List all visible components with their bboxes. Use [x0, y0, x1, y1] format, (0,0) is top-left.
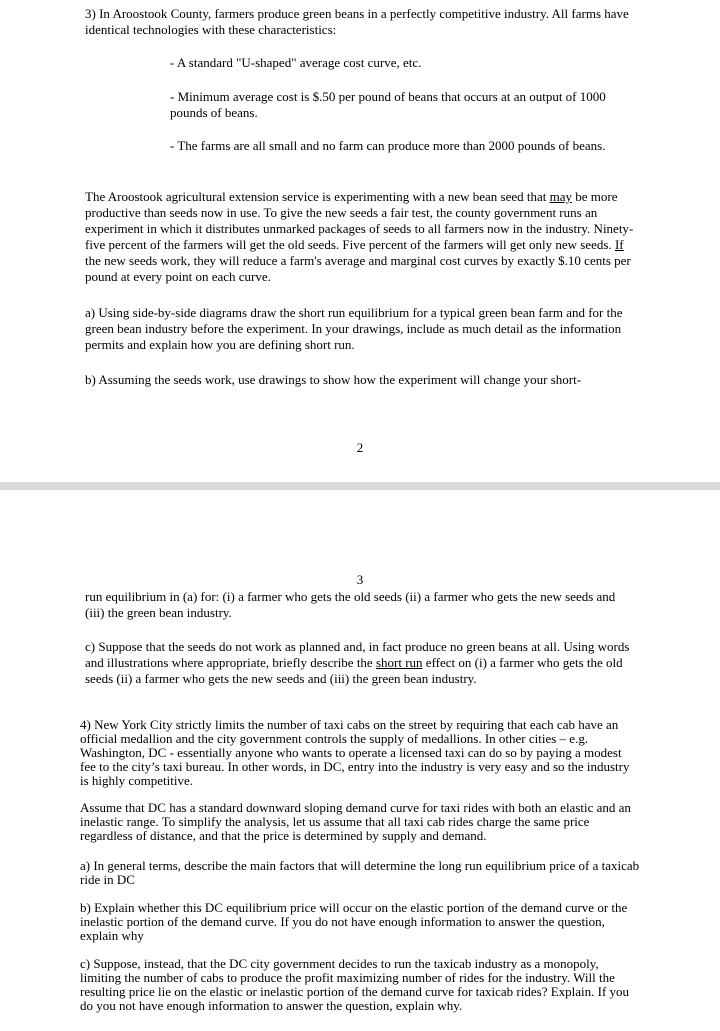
- page-number-2: 2: [356, 440, 364, 455]
- page-separator: [0, 482, 720, 490]
- document-page-3: [0, 490, 720, 1031]
- document-page-2: [0, 0, 720, 482]
- experiment-text-1: The Aroostook agricultural extension service is experimenting with a new bean seed that: [85, 189, 550, 204]
- experiment-text-3: the new seeds work, they will reduce a farm's average and marginal cost curves by exactly $.10 cents per pound at every point on each curve.: [85, 253, 631, 284]
- question-3c-text-2: effect on (i) a farmer who gets the old seeds (ii) a farmer who gets the new seeds and (iii) the green bean industry.: [85, 655, 623, 686]
- question-3c: [85, 639, 637, 687]
- question-3b-start: b) Assuming the seeds work, use drawings to show how the experiment will change your short-: [85, 372, 582, 387]
- question-3-intro: 3) In Aroostook County, farmers produce green beans in a perfectly competitive industry. All farms have identical technologies with these characteristics:: [85, 6, 629, 37]
- characteristic-2: - Minimum average cost is $.50 per pound of beans that occurs at an output of 1000 pounds of beans.: [170, 89, 606, 120]
- characteristic-3: - The farms are all small and no farm can produce more than 2000 pounds of beans.: [170, 138, 606, 153]
- question-3a: a) Using side-by-side diagrams draw the short run equilibrium for a typical green bean farm and for the green bean industry before the experiment. In your drawings, include as much detail as the information permits and explain how you are defining short run.: [85, 305, 623, 352]
- underlined-may: may: [549, 189, 573, 204]
- question-4b: b) Explain whether this DC equilibrium price will occur on the elastic portion of the demand curve or the inelastic portion of the demand curve. If you do not have enough information to answer the question, explain why: [80, 900, 628, 943]
- question-4a: a) In general terms, describe the main factors that will determine the long run equilibrium price of a taxicab ride in DC: [80, 858, 640, 887]
- experiment-text-2: be more productive than seeds now in use. To give the new seeds a fair test, the county government runs an experiment in which it distributes unmarked packages of seeds to all farmers now in the industry. Ninety-five percent of the farmers will get the old seeds. Five percent of the farmers will get only new seeds.: [85, 189, 634, 252]
- page-number-3: 3: [356, 572, 364, 587]
- question-3c-text-1: c) Suppose that the seeds do not work as planned and, in fact produce no green beans at all. Using words and illustrations where appropriate, briefly describe the: [85, 639, 630, 670]
- question-4-intro: 4) New York City strictly limits the number of taxi cabs on the street by requiring that each cab have an official medallion and the city government controls the supply of medallions. In other cities – e.g. Washington, DC - essentially anyone who wants to operate a licensed taxi can do so by paying a modest fee to the city’s taxi bureau. In other words, in DC, entry into the industry is very easy and so the industry is highly competitive.: [80, 717, 630, 788]
- question-4-assumption: Assume that DC has a standard downward sloping demand curve for taxi rides with both an elastic and an inelastic range. To simplify the analysis, let us assume that all taxi cab rides charge the same price regardless of distance, and that the price is determined by supply and demand.: [80, 800, 631, 843]
- question-3b-continued: run equilibrium in (a) for: (i) a farmer who gets the old seeds (ii) a farmer who gets the new seeds and (iii) the green bean industry.: [85, 589, 616, 620]
- underlined-if: If: [614, 237, 624, 252]
- question-4c: c) Suppose, instead, that the DC city government decides to run the taxicab industry as a monopoly, limiting the number of cabs to produce the profit maximizing number of rides for the industry. Will the resulting price lie on the elastic or inelastic portion of the demand curve for taxicab rides? Explain. If you do you not have enough information to answer the question, explain why.: [80, 956, 630, 1013]
- underlined-short-run: short run: [375, 655, 423, 670]
- experiment-paragraph: [85, 189, 637, 285]
- characteristic-1: - A standard "U-shaped" average cost curve, etc.: [170, 55, 422, 70]
